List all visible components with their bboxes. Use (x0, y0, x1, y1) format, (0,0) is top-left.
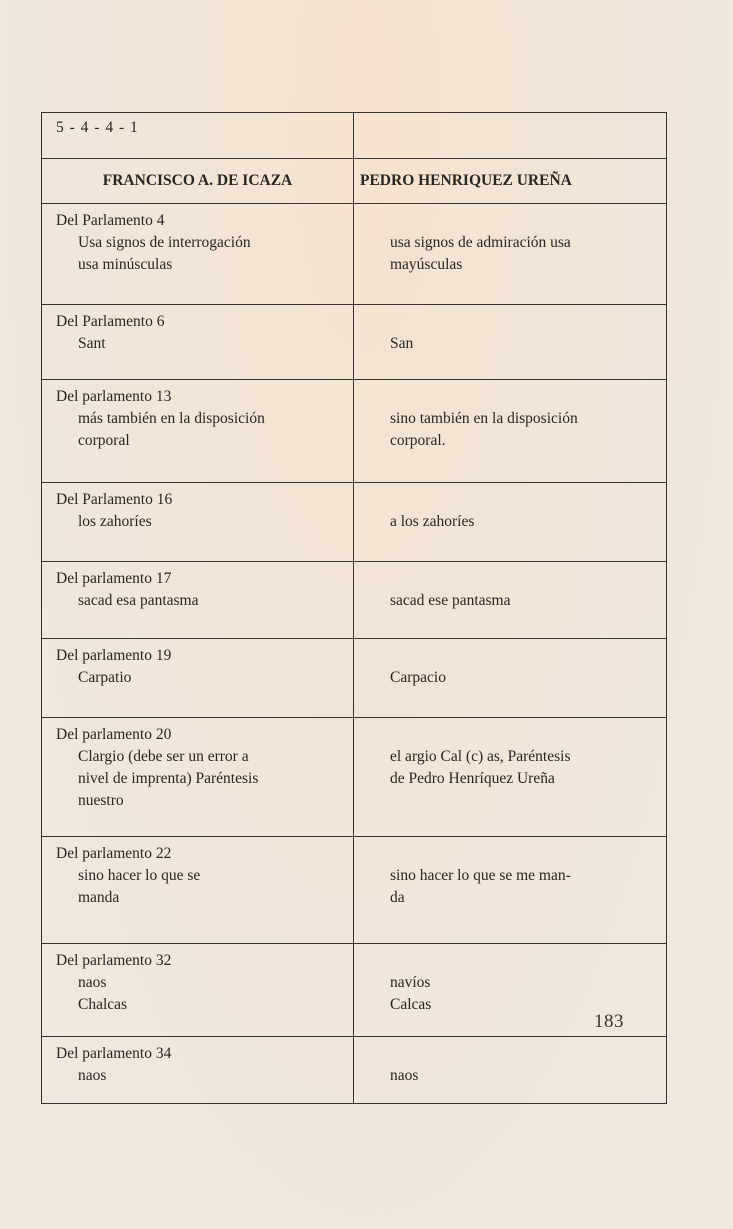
henriquez-urena-line: San (390, 335, 414, 352)
henriquez-urena-line: a los zahoríes (390, 513, 475, 530)
table-row (42, 718, 667, 837)
spacer (390, 386, 656, 408)
parlamento-label: Del Parlamento 16 (56, 491, 173, 508)
page-number: 183 (594, 1011, 624, 1032)
parlamento-label: Del parlamento 22 (56, 845, 172, 862)
icaza-line: Usa signos de interrogación (78, 234, 251, 251)
header-row (42, 159, 667, 204)
spacer (390, 568, 656, 590)
henriquez-urena-line: mayúsculas (390, 256, 463, 273)
parlamento-label: Del parlamento 13 (56, 388, 172, 405)
icaza-line: naos (78, 974, 107, 991)
reference-number: 5 - 4 - 4 - 1 (42, 113, 354, 159)
henriquez-urena-cell (354, 639, 667, 718)
comparison-table (41, 112, 667, 1104)
table-row (42, 380, 667, 483)
table-row (42, 305, 667, 380)
icaza-line: naos (78, 1067, 107, 1084)
icaza-line: Sant (78, 335, 106, 352)
henriquez-urena-line: usa signos de admiración usa (390, 234, 571, 251)
henriquez-urena-line: de Pedro Henríquez Ureña (390, 770, 555, 787)
header-henriquez-urena: PEDRO HENRIQUEZ UREÑA (354, 159, 667, 204)
reference-empty-cell (354, 113, 667, 159)
parlamento-label: Del Parlamento 4 (56, 212, 165, 229)
icaza-cell (42, 837, 354, 944)
henriquez-urena-line: sino hacer lo que se me man- (390, 867, 571, 884)
icaza-cell (42, 483, 354, 562)
table-row (42, 944, 667, 1037)
parlamento-label: Del parlamento 20 (56, 726, 172, 743)
icaza-line: nuestro (78, 792, 124, 809)
henriquez-urena-line: naos (390, 1067, 419, 1084)
henriquez-urena-line: Carpacio (390, 669, 446, 686)
henriquez-urena-cell (354, 837, 667, 944)
header-icaza: FRANCISCO A. DE ICAZA (42, 159, 354, 204)
icaza-line: nivel de imprenta) Paréntesis (78, 770, 259, 787)
table-row (42, 1037, 667, 1104)
henriquez-urena-cell (354, 380, 667, 483)
table-row (42, 639, 667, 718)
icaza-cell (42, 305, 354, 380)
icaza-line: los zahoríes (78, 513, 152, 530)
spacer (390, 724, 656, 746)
table-row (42, 483, 667, 562)
icaza-cell (42, 718, 354, 837)
comparison-rows (42, 204, 667, 1104)
table-row (42, 837, 667, 944)
icaza-cell (42, 639, 354, 718)
parlamento-label: Del parlamento 34 (56, 1045, 172, 1062)
henriquez-urena-cell (354, 204, 667, 305)
henriquez-urena-line: da (390, 889, 405, 906)
spacer (390, 950, 656, 972)
reference-row (42, 113, 667, 159)
spacer (390, 645, 656, 667)
spacer (390, 1043, 656, 1065)
henriquez-urena-line: corporal. (390, 432, 446, 449)
icaza-line: usa minúsculas (78, 256, 173, 273)
henriquez-urena-line: Calcas (390, 996, 432, 1013)
table-row (42, 204, 667, 305)
henriquez-urena-line: navíos (390, 974, 431, 991)
henriquez-urena-cell (354, 1037, 667, 1104)
icaza-line: Chalcas (78, 996, 128, 1013)
spacer (390, 489, 656, 511)
icaza-cell (42, 204, 354, 305)
henriquez-urena-line: sino también en la disposición (390, 410, 578, 427)
henriquez-urena-cell (354, 562, 667, 639)
henriquez-urena-cell (354, 718, 667, 837)
parlamento-label: Del parlamento 17 (56, 570, 172, 587)
icaza-line: sacad esa pantasma (78, 592, 199, 609)
henriquez-urena-line: sacad ese pantasma (390, 592, 511, 609)
parlamento-label: Del Parlamento 6 (56, 313, 165, 330)
icaza-line: sino hacer lo que se (78, 867, 201, 884)
parlamento-label: Del parlamento 19 (56, 647, 172, 664)
henriquez-urena-cell (354, 305, 667, 380)
icaza-cell (42, 380, 354, 483)
icaza-line: Clargio (debe ser un error a (78, 748, 249, 765)
icaza-line: corporal (78, 432, 130, 449)
henriquez-urena-line: el argio Cal (c) as, Paréntesis (390, 748, 571, 765)
table-row (42, 562, 667, 639)
spacer (390, 311, 656, 333)
icaza-line: más también en la disposición (78, 410, 265, 427)
icaza-cell (42, 944, 354, 1037)
icaza-line: manda (78, 889, 120, 906)
parlamento-label: Del parlamento 32 (56, 952, 172, 969)
henriquez-urena-cell (354, 483, 667, 562)
spacer (390, 210, 656, 232)
icaza-line: Carpatio (78, 669, 132, 686)
icaza-cell (42, 562, 354, 639)
icaza-cell (42, 1037, 354, 1104)
spacer (390, 843, 656, 865)
